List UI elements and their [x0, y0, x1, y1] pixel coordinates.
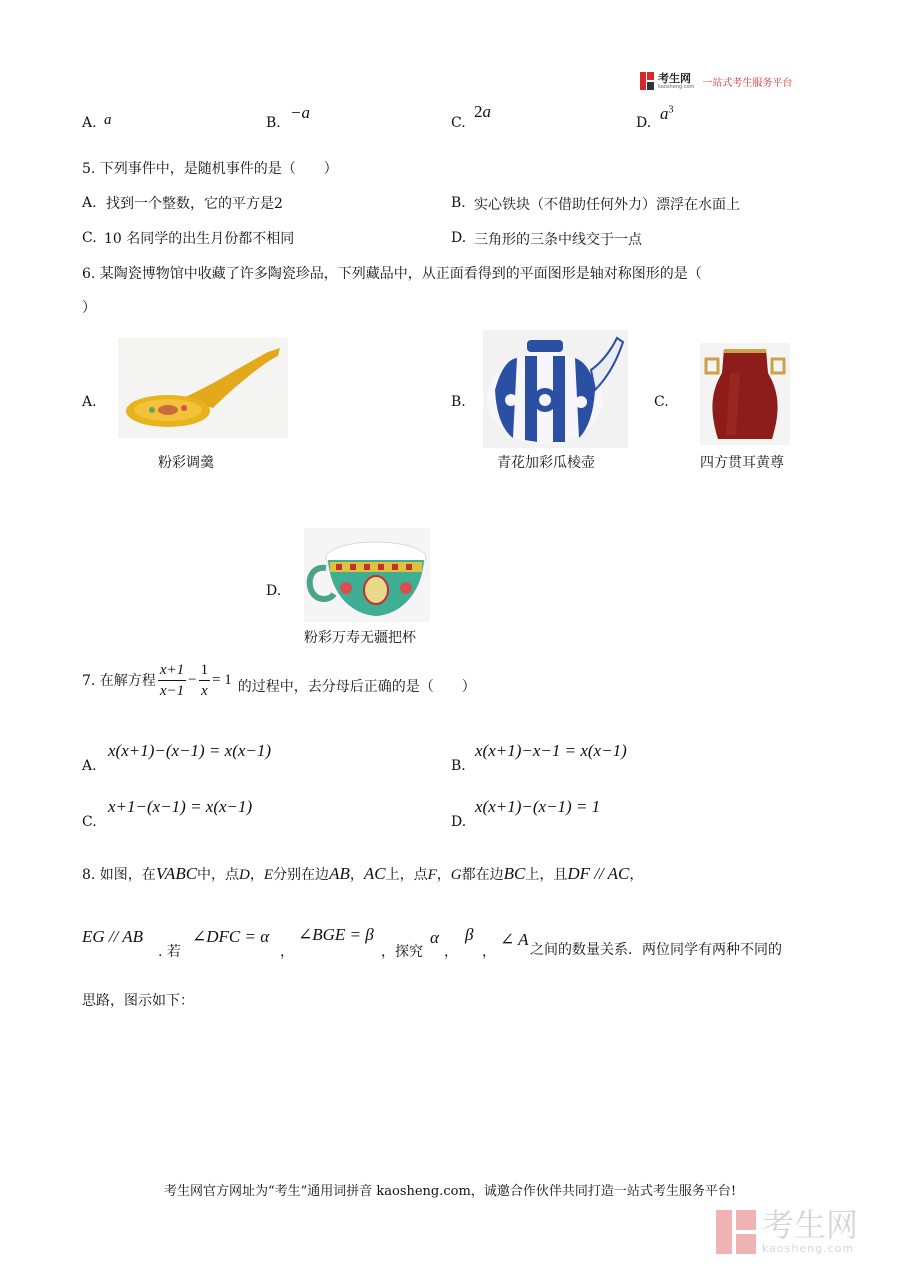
q7-option-d-math: x(x+1)−(x−1) = 1	[475, 797, 601, 816]
q8-triangle: VABC	[155, 864, 198, 883]
q7-option-c-letter: C.	[82, 814, 97, 830]
q8-side-ab: AB	[329, 864, 350, 883]
q7-option-d-letter: D.	[451, 814, 467, 830]
q5-option-c-letter: C.	[82, 230, 97, 246]
q8-side-bc: BC	[503, 864, 526, 883]
q8-text-ruo: . 若	[158, 944, 181, 960]
q8-point-d: D	[239, 867, 250, 883]
q8-angle-dfc: ∠DFC = α	[192, 927, 270, 946]
watermark	[716, 1208, 858, 1255]
q8-comma: ，	[349, 867, 364, 883]
q7-frac1-num: x+1	[158, 660, 186, 681]
q6-option-a-letter: A.	[82, 394, 97, 410]
q6-option-b-caption: 青花加彩瓜棱壶	[497, 455, 595, 471]
q8-comma: ，	[436, 867, 451, 883]
q5-option-b-letter: B.	[451, 195, 466, 211]
q6-option-a-caption: 粉彩调羹	[158, 455, 214, 471]
q8-line1	[82, 864, 643, 884]
q8-side-ac: AC	[363, 864, 386, 883]
q7-option-c-math: x+1−(x−1) = x(x−1)	[108, 797, 253, 816]
watermark-sub: kaosheng.com	[762, 1242, 855, 1255]
q4-d-base: a	[660, 104, 669, 123]
q5-option-a-text: 找到一个整数，它的平方是2	[106, 196, 283, 212]
q5-stem: 5. 下列事件中，是随机事件的是（ ）	[82, 161, 338, 177]
q7-option-b-math: x(x+1)−x−1 = x(x−1)	[475, 741, 627, 760]
q7-option-b-letter: B.	[451, 758, 466, 774]
q5-option-b-text: 实心铁块（不借助任何外力）漂浮在水面上	[474, 197, 740, 213]
q5-option-a-letter: A.	[82, 195, 97, 211]
q8-text-d: 上，点	[385, 867, 428, 883]
q8-text-c: 分别在边	[273, 867, 330, 883]
q8-point-f: F	[427, 867, 437, 883]
q6-option-c-letter: C.	[654, 394, 669, 410]
q7-stem	[82, 660, 476, 701]
q8-comma: ，	[444, 944, 458, 960]
q8-text-e: 都在边	[461, 867, 504, 883]
q8-comma: ，	[482, 944, 496, 960]
q4-d-exp: 3	[668, 104, 674, 116]
vase-image	[700, 343, 790, 445]
q5-option-d-letter: D.	[451, 230, 467, 246]
watermark-logo-icon	[716, 1210, 756, 1254]
q7-frac2-num: 1	[199, 660, 211, 681]
q4-option-a-math: a	[104, 112, 112, 128]
q8-comma: ，	[280, 944, 294, 960]
q6-option-d-letter: D.	[266, 583, 282, 599]
q7-rhs: = 1	[212, 672, 232, 688]
q7-option-a-math: x(x+1)−(x−1) = x(x−1)	[108, 741, 272, 760]
logo-text: 考生网	[658, 71, 691, 85]
q7-frac2-den: x	[200, 683, 208, 699]
logo-slogan: 一站式考生服务平台	[702, 77, 793, 89]
q5-option-d-text: 三角形的三条中线交于一点	[474, 232, 642, 248]
spoon-image	[118, 338, 288, 438]
q4-option-d-letter: D.	[636, 115, 652, 131]
logo-sub: kaosheng.com	[658, 83, 695, 90]
q4-option-a-letter: A.	[82, 115, 97, 131]
q8-text-c2: 之间的数量关系．两位同学有两种不同的	[530, 942, 782, 958]
q5-option-c-text: 10 名同学的出生月份都不相同	[104, 231, 295, 247]
q7-prefix: 7. 在解方程	[82, 672, 156, 689]
q6-stem-line1: 6. 某陶瓷博物馆中收藏了许多陶瓷珍品，下列藏品中，从正面看得到的平面图形是轴对称图形的是（	[82, 266, 702, 282]
q8-text-tanjiu: ，探究	[381, 944, 423, 960]
q8-comma: ，	[249, 867, 264, 883]
q7-fraction-2	[199, 660, 211, 701]
watermark-text-block	[762, 1208, 858, 1255]
watermark-text: 考生网	[762, 1206, 859, 1244]
q4-option-b-letter: B.	[266, 115, 281, 131]
q4-option-c-math: 2a	[474, 102, 491, 121]
q8-beta: β	[465, 925, 474, 944]
q7-suffix: 的过程中，去分母后正确的是（ ）	[237, 678, 476, 695]
q8-alpha: α	[430, 928, 439, 947]
page-footer: 考生网官方网址为“考生”通用词拼音 kaosheng.com，诚邀合作伙伴共同打造一站式考生服务平台!	[163, 1184, 737, 1199]
q4-option-c-letter: C.	[451, 115, 466, 131]
q6-option-b-letter: B.	[451, 394, 466, 410]
q8-relation-df-ac: DF // AC	[567, 864, 630, 883]
q7-frac1-den: x−1	[159, 683, 185, 699]
q8-relation-eg-ab: EG // AB	[82, 927, 144, 946]
q8-text-a: 8. 如图，在	[82, 867, 156, 883]
q8-point-g: G	[450, 867, 462, 883]
q7-option-a-letter: A.	[82, 758, 97, 774]
q8-text-b: 中，点	[197, 867, 240, 883]
q8-angle-a: ∠ A	[500, 930, 529, 949]
q6-option-d-caption: 粉彩万寿无疆把杯	[304, 630, 416, 646]
logo-mark-icon	[640, 72, 654, 90]
q4-option-d-math	[660, 104, 674, 124]
q7-fraction-1	[158, 660, 186, 701]
q8-comma: ，	[629, 867, 644, 883]
q8-point-e: E	[263, 867, 274, 883]
q6-option-c-caption: 四方贯耳黄尊	[700, 455, 784, 471]
logo-text-block	[658, 73, 694, 90]
teapot-image	[483, 330, 628, 448]
q4-option-b-math: −a	[290, 103, 310, 122]
q8-line3: 思路，图示如下：	[82, 993, 194, 1009]
cup-image	[304, 528, 430, 622]
q6-stem-line2: ）	[82, 300, 96, 316]
q8-angle-bge: ∠BGE = β	[298, 925, 374, 944]
q7-minus: −	[188, 672, 197, 688]
header-logo	[640, 72, 792, 90]
q8-text-f: 上，且	[525, 867, 568, 883]
